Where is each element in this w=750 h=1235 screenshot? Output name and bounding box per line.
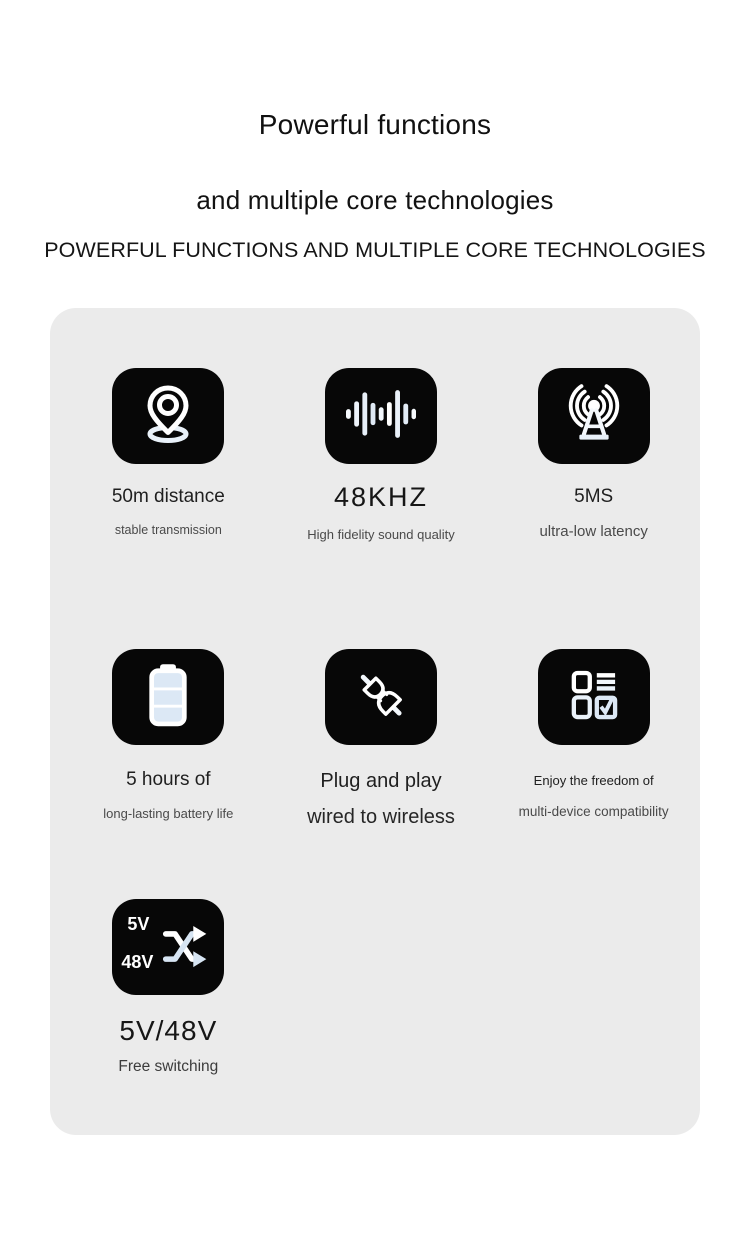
feature-row-3 — [50, 899, 700, 1077]
feature-subtitle: long-lasting battery life — [103, 806, 234, 821]
icon-tile — [325, 368, 437, 464]
feature-latency — [487, 368, 700, 543]
feature-distance — [62, 368, 275, 543]
voltage-top-label: 5V — [127, 914, 150, 934]
icon-tile — [538, 649, 650, 745]
feature-title: 5V/48V — [119, 1015, 218, 1046]
feature-row-1 — [50, 368, 700, 543]
feature-subtitle: multi-device compatibility — [518, 804, 669, 819]
feature-compatibility — [487, 649, 700, 829]
feature-title: 48KHZ — [333, 482, 429, 512]
icon-tile — [325, 649, 437, 745]
feature-subtitle: High fidelity sound quality — [307, 527, 455, 542]
checklist-icon — [564, 664, 624, 731]
icon-tile — [112, 899, 224, 995]
feature-battery — [62, 649, 275, 829]
feature-voltage-switch — [62, 899, 275, 1077]
feature-title: 50m distance — [111, 486, 225, 507]
location-pin-icon — [134, 382, 202, 451]
audio-waveform-icon — [346, 386, 416, 447]
plug-connection-icon — [350, 664, 412, 731]
grid-spacer — [487, 899, 700, 1077]
feature-title: Plug and play — [320, 770, 442, 792]
icon-tile — [538, 368, 650, 464]
feature-subtitle: Free switching — [118, 1058, 219, 1075]
feature-subtitle: stable transmission — [114, 523, 222, 537]
feature-sound-quality — [275, 368, 488, 543]
feature-plug-and-play — [275, 649, 488, 829]
icon-tile — [112, 368, 224, 464]
feature-row-2 — [50, 649, 700, 829]
grid-spacer — [275, 899, 488, 1077]
voltage-bottom-label: 48V — [121, 952, 154, 972]
page-title: Powerful functions — [258, 109, 492, 140]
feature-title: 5 hours of — [126, 769, 211, 790]
page-caption: POWERFUL FUNCTIONS AND MULTIPLE CORE TECHNOLOGIES — [44, 238, 706, 262]
page-subtitle: and multiple core technologies — [196, 185, 554, 215]
feature-subtitle: wired to wireless — [307, 806, 455, 828]
battery-icon — [140, 661, 196, 734]
icon-tile — [112, 649, 224, 745]
feature-title: 5MS — [574, 486, 614, 507]
broadcast-antenna-icon — [561, 382, 627, 451]
voltage-switch-icon — [162, 920, 218, 979]
feature-subtitle: ultra-low latency — [539, 523, 648, 540]
features-panel — [50, 308, 700, 1135]
feature-title: Enjoy the freedom of — [533, 773, 654, 788]
